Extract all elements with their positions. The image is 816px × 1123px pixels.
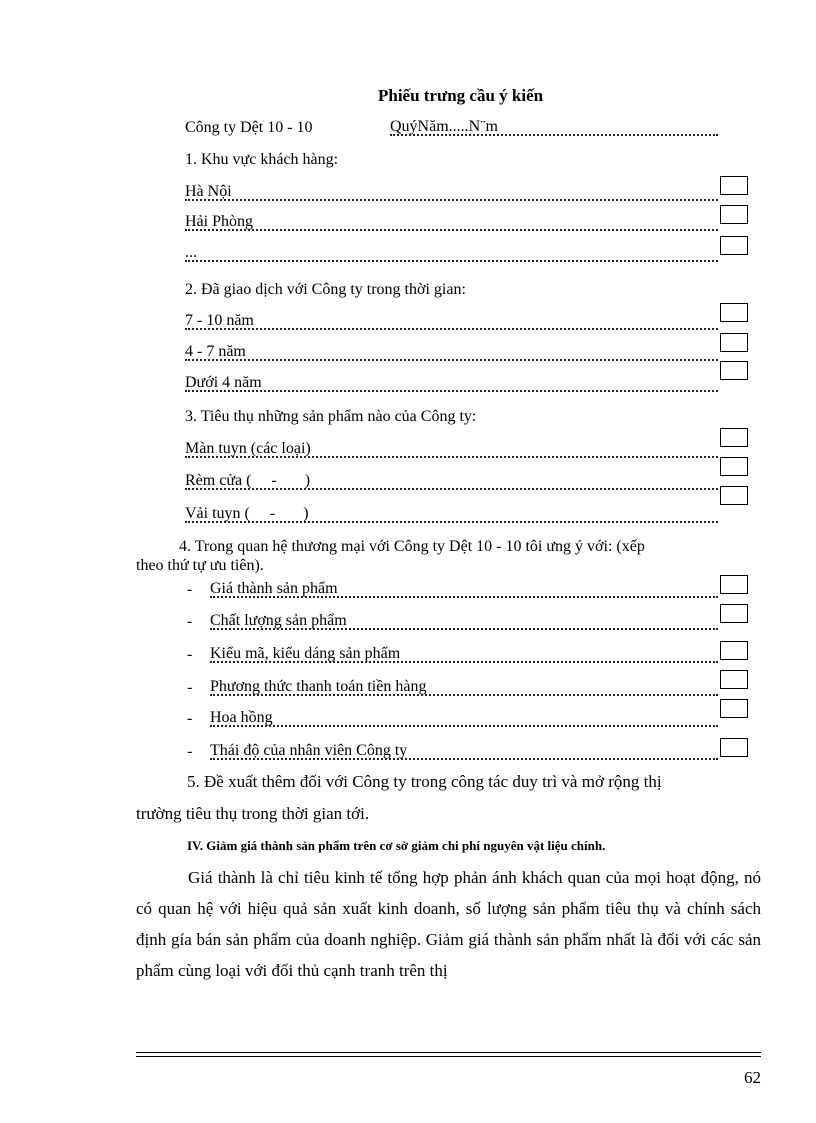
question-5-title: 5. Đề xuất thêm đối với Công ty trong công tác duy trì và mở rộng thị	[187, 772, 662, 791]
page-number: 62	[744, 1068, 761, 1087]
checkbox[interactable]	[720, 575, 748, 594]
q4-option-row	[210, 645, 718, 669]
checkbox[interactable]	[720, 738, 748, 757]
bullet-dash: -	[187, 646, 193, 663]
checkbox[interactable]	[720, 303, 748, 322]
q1-option-row	[185, 244, 718, 268]
checkbox[interactable]	[720, 457, 748, 476]
q1-option-label: ...	[185, 244, 247, 262]
question-5-title-cont: trường tiêu thụ trong thời gian tới.	[136, 804, 370, 823]
bullet-dash: -	[187, 710, 193, 727]
q3-option-label: Màn tuyn (các loại)	[185, 440, 319, 458]
checkbox[interactable]	[720, 604, 748, 623]
q3-option-row	[185, 472, 718, 496]
q4-option-row	[210, 678, 718, 702]
checkbox[interactable]	[720, 670, 748, 689]
q4-option-label: Hoa hồng	[210, 709, 281, 727]
q3-option-row	[185, 440, 718, 464]
q4-option-label: Thái độ của nhân viên Công ty	[210, 742, 417, 760]
q2-option-label: 7 - 10 năm	[185, 312, 257, 330]
q2-option-label: 4 - 7 năm	[185, 343, 249, 361]
q1-option-label: Hà Nội	[185, 183, 235, 201]
q4-option-row	[210, 580, 718, 604]
q1-option-label: Hải Phòng	[185, 213, 256, 231]
q4-option-row	[210, 612, 718, 636]
q2-option-row	[185, 343, 718, 367]
checkbox[interactable]	[720, 486, 748, 505]
bullet-dash: -	[187, 581, 193, 598]
checkbox[interactable]	[720, 641, 748, 660]
q4-option-label: Chất lượng sản phẩm	[210, 612, 355, 630]
body-paragraph: Giá thành là chỉ tiêu kinh tế tổng hợp phản ánh khách quan của mọi hoạt động, nó có quan hệ với hiệu quả sản xuất kinh doanh, số lượng sản phẩm tiêu thụ và chính sách định gía bán sản phẩm của doanh nghiệp. Giảm giá thành sản phẩm nhất là đối với các sản phẩm cùng loại với đối thủ cạnh tranh trên thị	[136, 868, 761, 980]
period-label: QuýNăm.....N¨m	[390, 118, 501, 136]
question-2-title: 2. Đã giao dịch với Công ty trong thời gian:	[185, 281, 466, 298]
q2-option-row	[185, 312, 718, 336]
q1-option-row	[185, 183, 718, 207]
q4-option-label: Giá thành sản phẩm	[210, 580, 341, 598]
bullet-dash: -	[187, 679, 193, 696]
q3-option-label: Vải tuyn ( - )	[185, 505, 321, 523]
checkbox[interactable]	[720, 205, 748, 224]
q2-option-row	[185, 374, 718, 398]
q4-option-row	[210, 742, 718, 766]
checkbox[interactable]	[720, 176, 748, 195]
q4-option-row	[210, 709, 718, 733]
q4-option-label: Phương thức thanh toán tiền hàng	[210, 678, 429, 696]
checkbox[interactable]	[720, 428, 748, 447]
bullet-dash: -	[187, 743, 193, 760]
checkbox[interactable]	[720, 333, 748, 352]
checkbox[interactable]	[720, 699, 748, 718]
question-3-title: 3. Tiêu thụ những sản phẩm nào của Công ty:	[185, 408, 477, 425]
question-1-title: 1. Khu vực khách hàng:	[185, 151, 339, 168]
q3-option-label: Rèm cửa ( - )	[185, 472, 322, 490]
section-heading: IV. Giảm giá thành sản phẩm trên cơ sở giảm chi phí nguyên vật liệu chính.	[187, 838, 606, 853]
q2-option-label: Dưới 4 năm	[185, 374, 265, 392]
q3-option-row	[185, 505, 718, 529]
footer-rule	[136, 1052, 761, 1053]
form-title: Phiếu trưng cầu ý kiến	[378, 86, 544, 105]
period-line	[390, 118, 718, 142]
footer-rule	[136, 1056, 761, 1057]
checkbox[interactable]	[720, 361, 748, 380]
company-name: Công ty Dệt 10 - 10	[185, 119, 313, 136]
question-4-title: 4. Trong quan hệ thương mại với Công ty Dệt 10 - 10 tôi ưng ý với: (xếp	[179, 538, 645, 555]
q4-option-label: Kiểu mã, kiểu dáng sản phẩm	[210, 645, 408, 663]
bullet-dash: -	[187, 613, 193, 630]
question-4-title-cont: theo thứ tự ưu tiên).	[136, 557, 264, 574]
q1-option-row	[185, 213, 718, 237]
checkbox[interactable]	[720, 236, 748, 255]
